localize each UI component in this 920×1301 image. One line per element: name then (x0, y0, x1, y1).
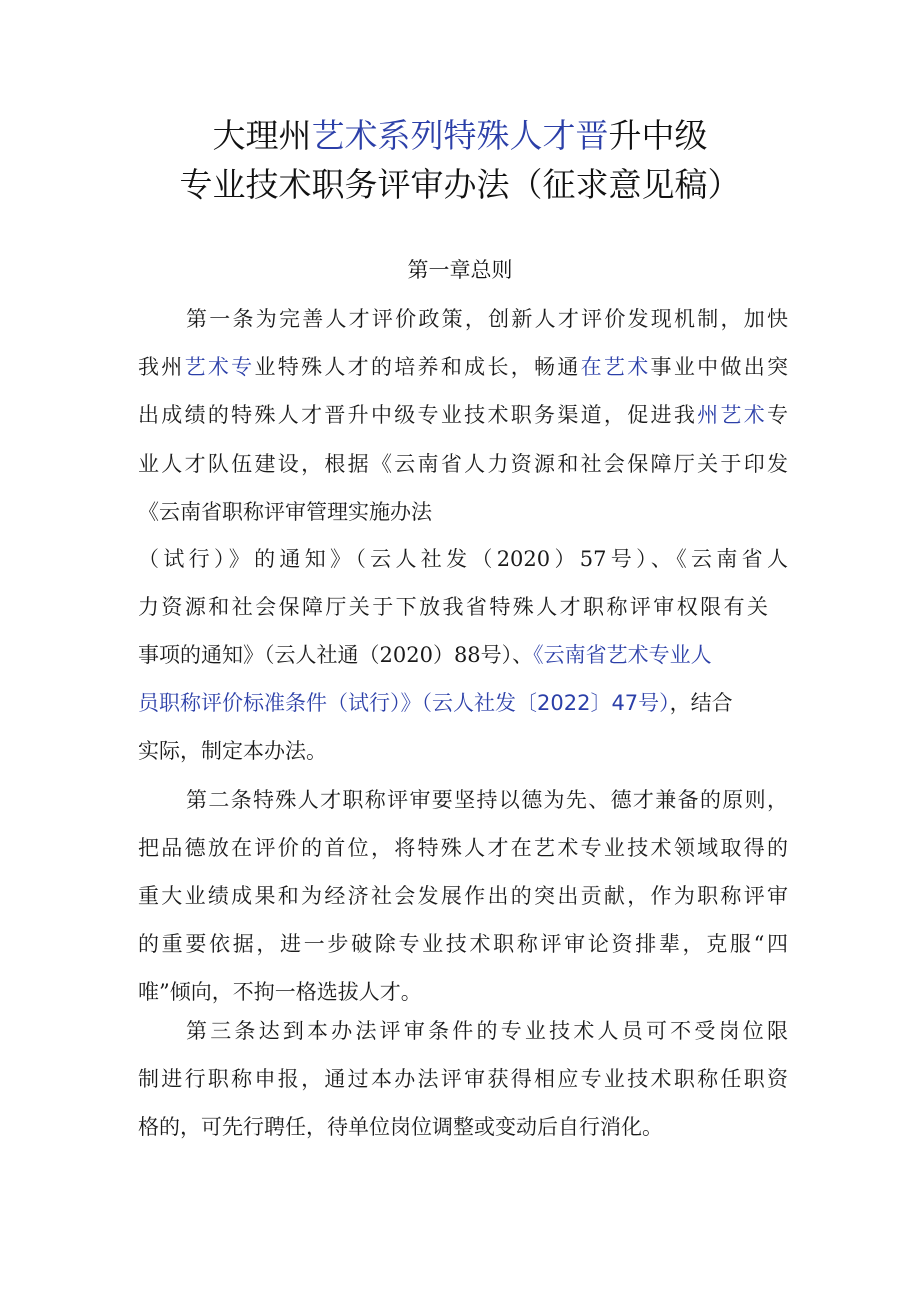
highlight-run: 在艺术 (580, 355, 651, 379)
article-3-line-1: 第三条达到本办法评审条件的专业技术人员可不受岗位限 (186, 1019, 788, 1043)
highlight-run: 《云南省艺术专业人 (533, 643, 712, 667)
article-1-line-9 (138, 689, 788, 717)
article-3-line-3: 格的，可先行聘任，待单位岗位调整或变动后自行消化。 (138, 1115, 663, 1139)
article-1-line-8 (138, 641, 788, 669)
title-part-b: 艺术系列特殊人才晋 (311, 116, 609, 155)
article-2-line-2: 把品德放在评价的首位，将特殊人才在艺术专业技术领域取得的 (138, 836, 788, 860)
text-run: 业特殊人才的培养和成长，畅通 (254, 355, 581, 379)
title-part-a: 大理州 (212, 116, 312, 155)
chapter-heading: 第一章总则 (407, 258, 513, 282)
article-1-line-3 (138, 401, 788, 429)
text-run: 事业中做出突 (650, 355, 789, 379)
article-1-line-1: 第一条为完善人才评价政策，创新人才评价发现机制，加快 (186, 307, 788, 331)
highlight-run: 州艺术 (697, 403, 767, 427)
article-1-line-10: 实际，制定本办法。 (138, 739, 327, 763)
article-1-line-7: 力资源和社会保障厅关于下放我省特殊人才职称评审权限有关 (138, 595, 768, 619)
highlight-run: 艺术专 (184, 355, 255, 379)
document-title-line-1 (0, 116, 920, 156)
title-part-c: 升中级 (608, 116, 708, 155)
article-1-line-4: 业人才队伍建设，根据《云南省人力资源和社会保障厅关于印发 (138, 452, 788, 476)
article-1-line-2 (138, 353, 788, 381)
article-2-line-4: 的重要依据，进一步破除专业技术职称评审论资排辈，克服“四 (138, 932, 788, 956)
article-1-line-5: 《云南省职称评审管理实施办法 (138, 500, 432, 524)
text-run: ，结合 (669, 691, 733, 715)
text-run: 专 (767, 403, 788, 427)
article-3-line-2: 制进行职称申报，通过本办法评审获得相应专业技术职称任职资 (138, 1067, 788, 1091)
highlight-run: 员职称评价标准条件（试行）》（云人社发〔2022〕47号） (138, 691, 670, 715)
text-run: 出成绩的特殊人才晋升中级专业技术职务渠道，促进我 (138, 403, 698, 427)
text-run: 我州 (138, 355, 185, 379)
article-1-line-6: （试行）》的通知》（云人社发（2020）57号）、《云南省人 (138, 547, 788, 571)
text-run: 事项的通知》（云人社通（2020）88号）、 (138, 643, 534, 667)
article-2-line-5: 唯”倾向，不拘一格选拔人才。 (138, 980, 422, 1004)
article-2-line-3: 重大业绩成果和为经济社会发展作出的突出贡献，作为职称评审 (138, 884, 788, 908)
article-2-line-1: 第二条特殊人才职称评审要坚持以德为先、德才兼备的原则， (186, 788, 788, 812)
document-title-line-2: 专业技术职务评审办法（征求意见稿） (179, 165, 741, 204)
